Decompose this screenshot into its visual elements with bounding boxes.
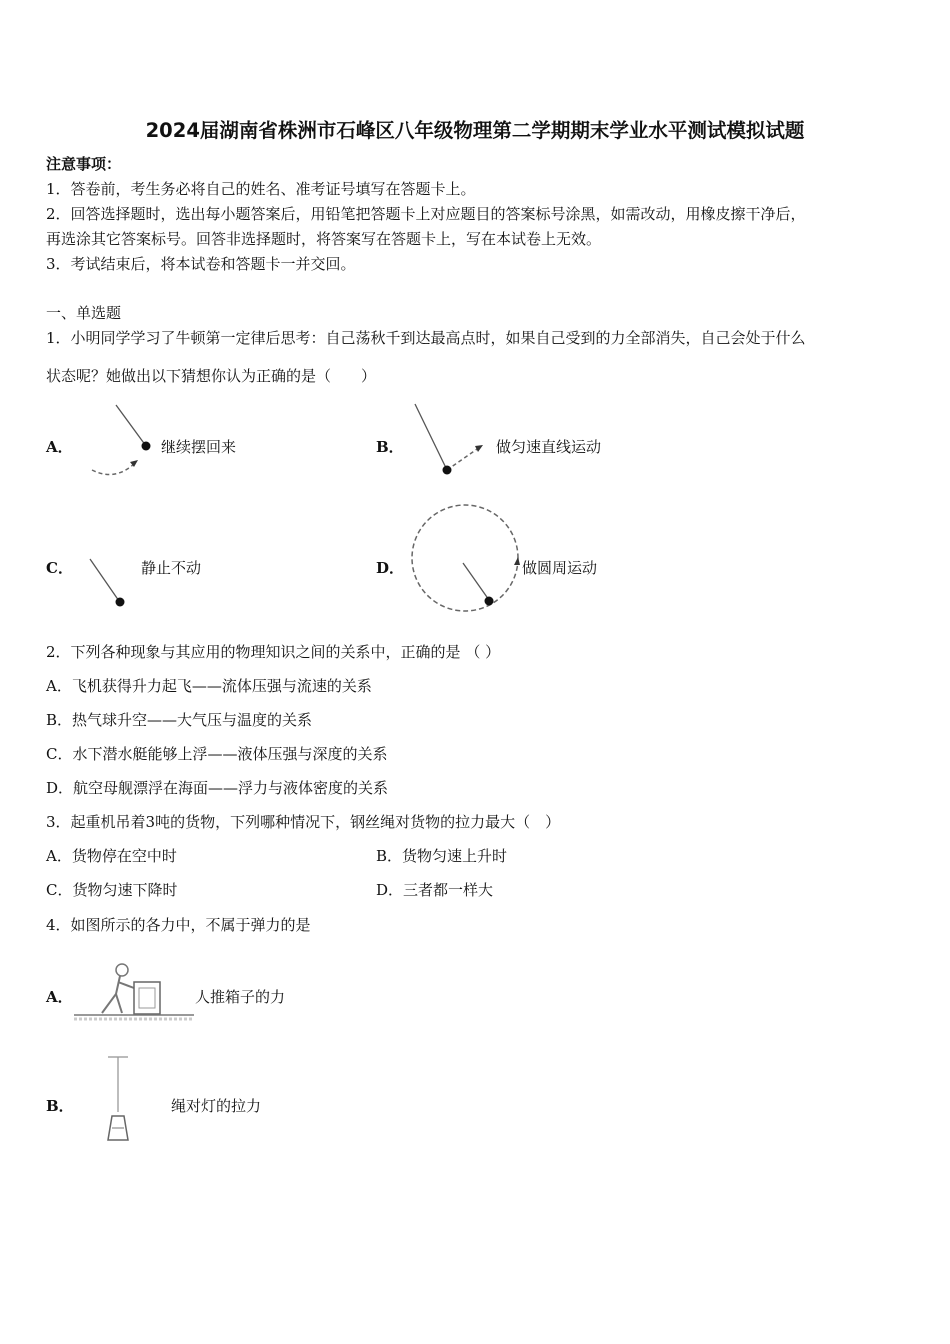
question-2-option: D．航空母舰漂浮在海面——浮力与液体密度的关系 <box>46 779 389 797</box>
notice-item: 再选涂其它答案标号。回答非选择题时，将答案写在答题卡上，写在本试卷上无效。 <box>46 230 602 248</box>
option-letter: D． <box>376 559 405 577</box>
option-text: 绳对灯的拉力 <box>171 1097 262 1115</box>
option-text: 继续摆回来 <box>161 438 237 456</box>
option-letter: B． <box>46 1097 74 1115</box>
question-3-option: C．货物匀速下降时 <box>46 881 178 899</box>
option-letter: C． <box>46 559 73 577</box>
swing-figure-d <box>405 503 525 615</box>
swing-figure-c <box>80 555 140 615</box>
question-2-stem: 2．下列各种现象与其应用的物理知识之间的关系中，正确的是 （ ） <box>46 643 501 661</box>
option-text: 做圆周运动 <box>522 559 598 577</box>
section-heading: 一、单选题 <box>46 304 122 322</box>
page-title: 2024届湖南省株洲市石峰区八年级物理第二学期期末学业水平测试模拟试题 <box>145 119 805 142</box>
swing-figure-a <box>80 400 170 480</box>
question-3-option: D．三者都一样大 <box>376 881 494 899</box>
question-2-option: A．飞机获得升力起飞——流体压强与流速的关系 <box>46 677 372 695</box>
question-1-stem-cont: 状态呢？她做出以下猜想你认为正确的是（ ） <box>46 367 377 385</box>
option-text: 做匀速直线运动 <box>496 438 602 456</box>
notice-item: 3．考试结束后，将本试卷和答题卡一并交回。 <box>46 255 356 273</box>
question-2-option: B．热气球升空——大气压与温度的关系 <box>46 711 313 729</box>
question-2-option: C．水下潜水艇能够上浮——液体压强与深度的关系 <box>46 745 388 763</box>
option-text: 人推箱子的力 <box>195 988 286 1006</box>
swing-figure-b <box>405 400 500 480</box>
hanging-lamp-figure <box>80 1052 160 1147</box>
question-1-stem: 1．小明同学学习了牛顿第一定律后思考：自己荡秋千到达最高点时，如果自己受到的力全部消失，自己会处于什么 <box>46 329 806 347</box>
question-3-option: B．货物匀速上升时 <box>376 847 508 865</box>
option-letter: B． <box>376 438 404 456</box>
option-letter: A． <box>46 438 73 456</box>
person-pushing-box-figure <box>72 958 197 1024</box>
question-3-option: A．货物停在空中时 <box>46 847 177 865</box>
notice-heading: 注意事项： <box>46 155 122 173</box>
question-4-stem: 4．如图所示的各力中，不属于弹力的是 <box>46 916 311 934</box>
option-letter: A． <box>46 988 73 1006</box>
notice-item: 2．回答选择题时，选出每小题答案后，用铅笔把答题卡上对应题目的答案标号涂黑，如需改动，用橡皮擦干净后， <box>46 205 806 223</box>
option-text: 静止不动 <box>141 559 202 577</box>
question-3-stem: 3．起重机吊着3吨的货物，下列哪种情况下，钢丝绳对货物的拉力最大（ ） <box>46 813 561 831</box>
notice-item: 1．答卷前，考生务必将自己的姓名、准考证号填写在答题卡上。 <box>46 180 476 198</box>
